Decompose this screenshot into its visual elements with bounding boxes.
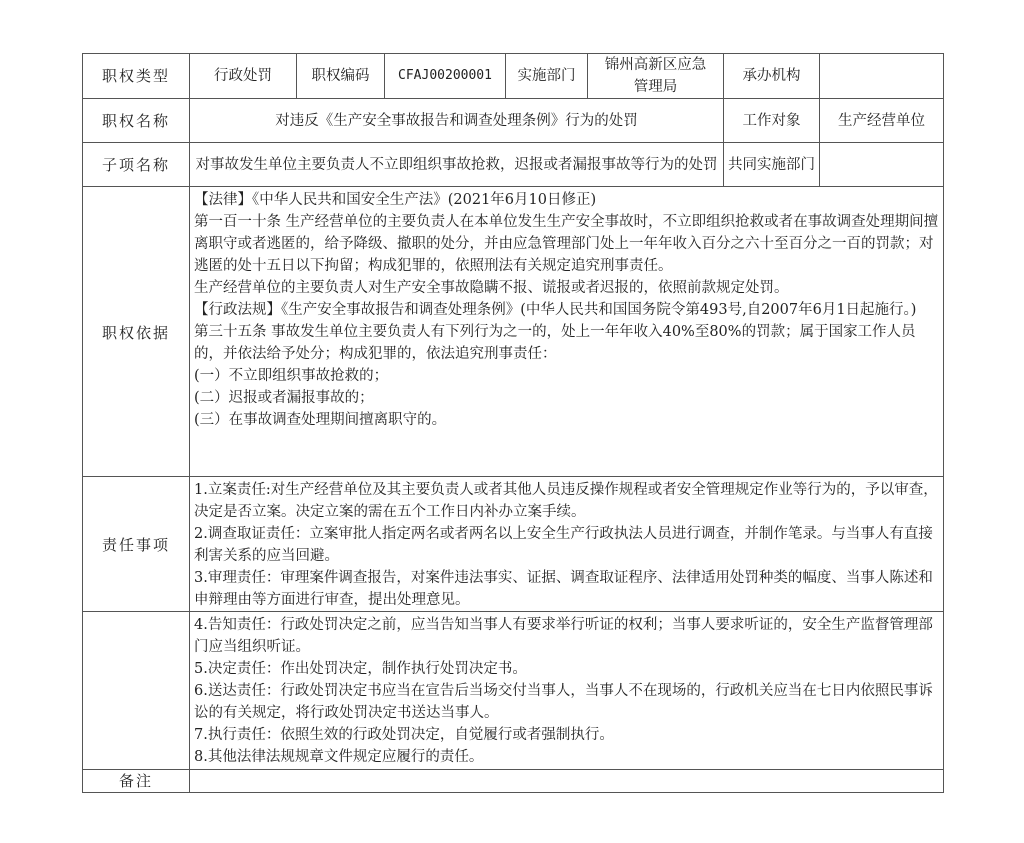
row-duties	[83, 477, 944, 612]
name-value: 对违反《生产安全事故报告和调查处理条例》行为的处罚	[190, 99, 724, 143]
duty-line: 2.调查取证责任：立案审批人指定两名或者两名以上安全生产行政执法人员进行调查，并制作笔录。与当事人有直接利害关系的应当回避。	[194, 526, 933, 564]
type-value: 行政处罚	[190, 54, 297, 99]
joint-value	[820, 143, 944, 187]
basis-line: 生产经营单位的主要负责人对生产安全事故隐瞒不报、谎报或者迟报的，依照前款规定处罚。	[194, 280, 789, 296]
sub-label: 子项名称	[83, 143, 190, 187]
authority-table	[82, 53, 944, 793]
row-basis	[83, 187, 944, 477]
dept-value: 锦州高新区应急管理局	[588, 54, 724, 99]
basis-line: (二）迟报或者漏报事故的；	[194, 390, 374, 406]
name-label: 职权名称	[83, 99, 190, 143]
org-value	[820, 54, 944, 99]
dept-label: 实施部门	[506, 54, 588, 99]
basis-line: 第三十五条 事故发生单位主要负责人有下列行为之一的，处上一年年收入40%至80%的罚款；属于国家工作人员的，并依法给予处分；构成犯罪的，依法追究刑事责任：	[194, 324, 916, 362]
duties-content-a	[190, 477, 944, 612]
row-duties-continued	[83, 612, 944, 770]
basis-label: 职权依据	[83, 187, 190, 477]
basis-line: (三）在事故调查处理期间擅离职守的。	[194, 412, 447, 428]
duties-label: 责任事项	[83, 477, 190, 612]
duty-line: 3.审理责任：审理案件调查报告，对案件违法事实、证据、调查取证程序、法律适用处罚种类的幅度、当事人陈述和申辩理由等方面进行审查，提出处理意见。	[194, 570, 933, 608]
code-value: CFAJ00200001	[385, 54, 506, 99]
duty-line: 7.执行责任：依照生效的行政处罚决定，自觉履行或者强制执行。	[194, 727, 614, 743]
duty-line: 1.立案责任:对生产经营单位及其主要负责人或者其他人员违反操作规程或者安全管理规定作业等行为的，予以审查，决定是否立案。决定立案的需在五个工作日内补办立案手续。	[194, 482, 938, 520]
row-authority-name	[83, 99, 944, 143]
duties-label-blank	[83, 612, 190, 770]
basis-line: 第一百一十条 生产经营单位的主要负责人在本单位发生生产安全事故时，不立即组织抢救或者在事故调查处理期间擅离职守或者逃匿的，给予降级、撤职的处分，并由应急管理部门处上一年年收入百分之六十至百分之一百的罚款；对逃匿的处十五日以下拘留；构成犯罪的，依照刑法有关规定追究刑事责任。	[194, 214, 939, 274]
row-basic-info	[83, 54, 944, 99]
row-remark	[83, 770, 944, 793]
basis-line: 【行政法规】《生产安全事故报告和调查处理条例》(中华人民共和国国务院令第493号,自2007年6月1日起施行。)	[194, 302, 917, 318]
basis-line: 【法律】《中华人民共和国安全生产法》(2021年6月10日修正)	[194, 192, 597, 208]
sub-value: 对事故发生单位主要负责人不立即组织事故抢救，迟报或者漏报事故等行为的处罚	[190, 143, 724, 187]
target-label: 工作对象	[724, 99, 820, 143]
target-value: 生产经营单位	[820, 99, 944, 143]
duty-line: 5.决定责任：作出处罚决定，制作执行处罚决定书。	[194, 661, 527, 677]
duties-content-b	[190, 612, 944, 770]
org-label: 承办机构	[724, 54, 820, 99]
duty-line: 8.其他法律法规规章文件规定应履行的责任。	[194, 749, 484, 765]
code-label: 职权编码	[297, 54, 385, 99]
row-subitem	[83, 143, 944, 187]
remark-value	[190, 770, 944, 793]
joint-label: 共同实施部门	[724, 143, 820, 187]
duty-line: 4.告知责任：行政处罚决定之前，应当告知当事人有要求举行听证的权利；当事人要求听证的，安全生产监督管理部门应当组织听证。	[194, 617, 933, 655]
duty-line: 6.送达责任：行政处罚决定书应当在宣告后当场交付当事人，当事人不在现场的，行政机关应当在七日内依照民事诉讼的有关规定，将行政处罚决定书送达当事人。	[194, 683, 933, 721]
remark-label: 备注	[83, 770, 190, 793]
type-label: 职权类型	[83, 54, 190, 99]
basis-content	[190, 187, 944, 477]
basis-line: (一）不立即组织事故抢救的；	[194, 368, 389, 384]
